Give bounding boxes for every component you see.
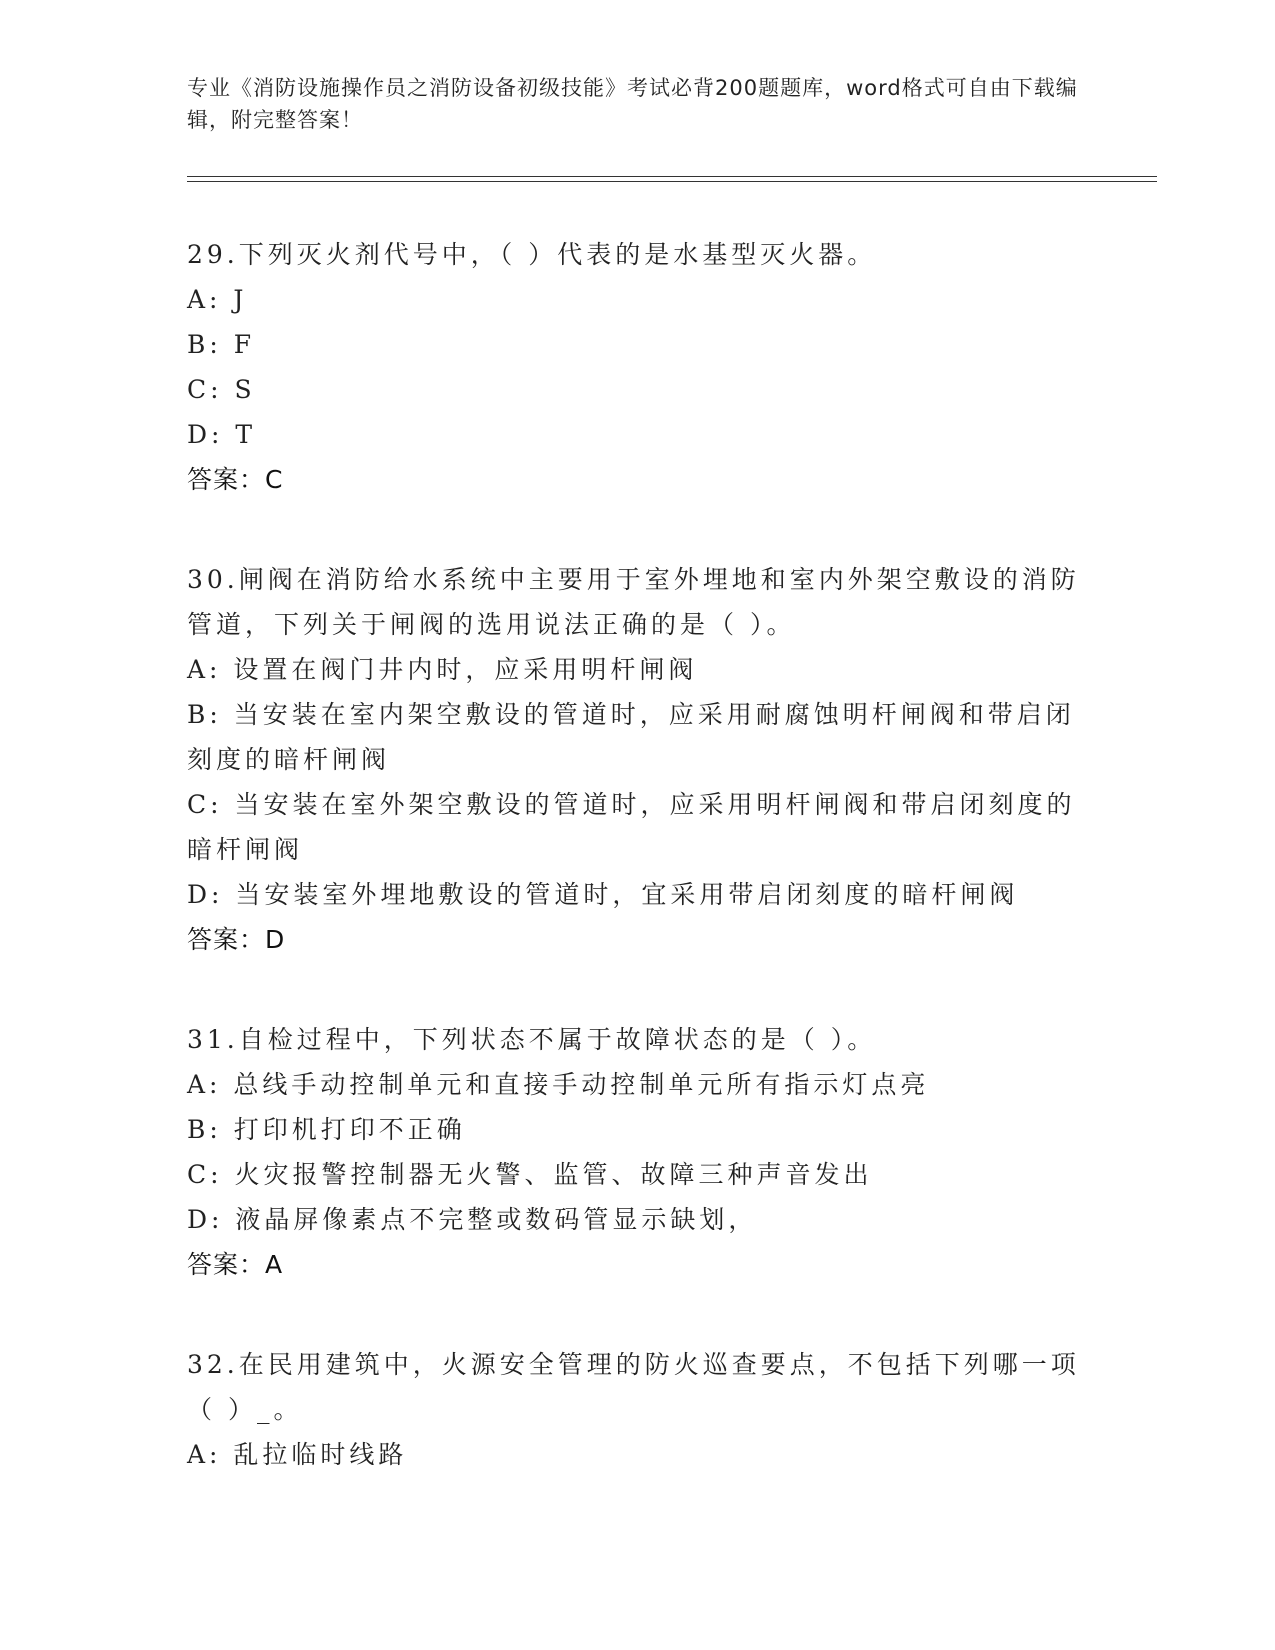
option-a: A: 乱拉临时线路: [187, 1440, 408, 1469]
option-a: A: 总线手动控制单元和直接手动控制单元所有指示灯点亮: [187, 1070, 930, 1099]
option-b: B: F: [187, 330, 256, 359]
question-stem: 31.自检过程中，下列状态不属于故障状态的是（ ）。: [187, 1025, 877, 1054]
option-a: A: 设置在阀门井内时，应采用明杆闸阀: [187, 655, 698, 684]
document-header: 专业《消防设施操作员之消防设备初级技能》考试必背200题题库，word格式可自由下载编辑，附完整答案！: [187, 76, 1078, 132]
question-30: [187, 557, 1087, 962]
answer-line: 答案：C: [187, 465, 284, 494]
question-31: [187, 1017, 1087, 1287]
option-c: C: S: [187, 375, 256, 404]
question-stem: 29.下列灭火剂代号中，（ ）代表的是水基型灭火器。: [187, 240, 877, 269]
question-32: [187, 1342, 1087, 1477]
option-d: D: 当安装室外埋地敷设的管道时，宜采用带启闭刻度的暗杆闸阀: [187, 880, 1019, 909]
question-29: [187, 232, 1087, 502]
header-rule-bottom: [187, 181, 1157, 182]
question-stem: 30.闸阀在消防给水系统中主要用于室外埋地和室内外架空敷设的消防管道，下列关于闸阀的选用说法正确的是（ ）。: [187, 565, 1080, 639]
answer-line: 答案：A: [187, 1250, 284, 1279]
option-b: B: 当安装在室内架空敷设的管道时，应采用耐腐蚀明杆闸阀和带启闭刻度的暗杆闸阀: [187, 700, 1075, 774]
option-d: D: 液晶屏像素点不完整或数码管显示缺划，: [187, 1205, 758, 1234]
question-stem: 32.在民用建筑中，火源安全管理的防火巡查要点，不包括下列哪一项（ ）_。: [187, 1350, 1080, 1424]
option-a: A: J: [187, 285, 248, 314]
option-b: B: 打印机打印不正确: [187, 1115, 466, 1144]
option-d: D: T: [187, 420, 257, 449]
option-c: C: 当安装在室外架空敷设的管道时，应采用明杆闸阀和带启闭刻度的暗杆闸阀: [187, 790, 1076, 864]
question-list: [187, 232, 1087, 1477]
answer-line: 答案：D: [187, 925, 286, 954]
option-c: C: 火灾报警控制器无火警、监管、故障三种声音发出: [187, 1160, 873, 1189]
header-rule-top: [187, 176, 1157, 177]
